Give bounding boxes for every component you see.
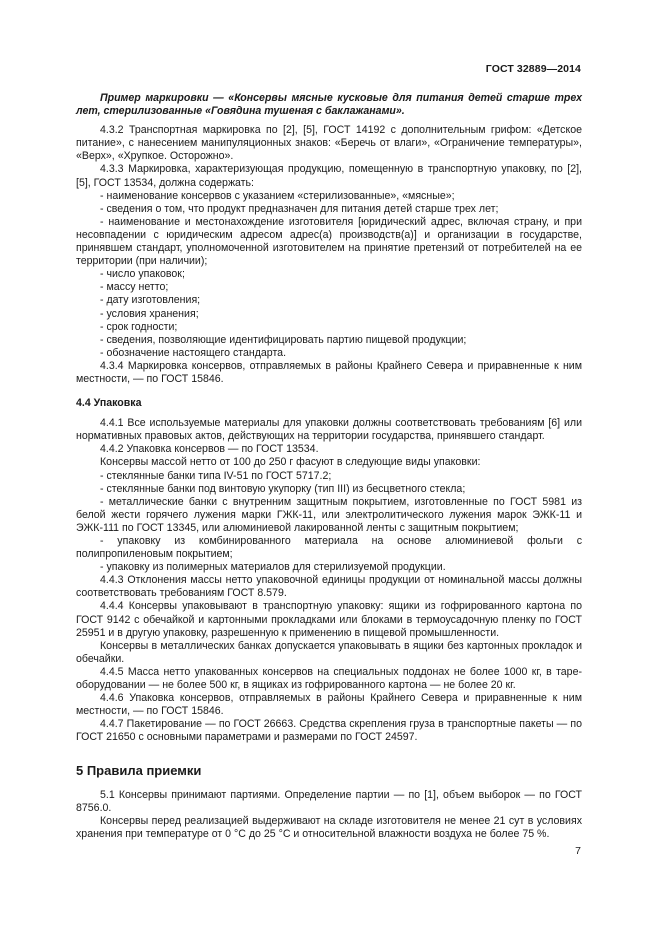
paragraph: 4.4.6 Упаковка консервов, отправляемых в районы Крайнего Севера и приравненные к ним местности, — по ГОСТ 15846. — [76, 692, 582, 718]
paragraph: 4.4.4 Консервы упаковывают в транспортную упаковку: ящики из гофрированного картона по ГОСТ 9142 с обечайкой и картонными прокладками или блоками в термоусадочную пленку по ГОСТ 25951 и в другую упаковку, разрешенную к применению в пищевой промышленности. — [76, 600, 582, 639]
page-number: 7 — [575, 845, 581, 857]
paragraph: 4.3.2 Транспортная маркировка по [2], [5], ГОСТ 14192 с дополнительным грифом: «Детское питание», с нанесением манипуляционных знаков: «Беречь от влаги», «Ограничение температуры», «Верх», «Хрупкое. Осторожно». — [76, 124, 582, 163]
list-item: - обозначение настоящего стандарта. — [100, 346, 287, 359]
paragraph: 4.4.1 Все используемые материалы для упаковки должны соответствовать требованиям [6] или нормативных правовых актов, действующих на территории государства, принявшего стандарт. — [76, 417, 582, 443]
list-item: - металлические банки с внутренним защитным покрытием, изготовленные по ГОСТ 5981 из белой жести горячего лужения марки ГЖК-11, или электролитического лужения марок ЭЖК-11 и ЭЖК-111 по ГОСТ 13345, или алюминиевой лакированной ленты с защитным покрытием; — [76, 495, 582, 534]
list-item: - наименование консервов с указанием «стерилизованные», «мясные»; — [100, 189, 455, 202]
document-body — [76, 92, 582, 841]
list-item: - число упаковок; — [100, 268, 185, 281]
paragraph: 4.3.3 Маркировка, характеризующая продукцию, помещенную в транспортную упаковку, по [2], [5], ГОСТ 13534, должна содержать: — [76, 163, 582, 189]
paragraph: 4.4.7 Пакетирование — по ГОСТ 26663. Средства скрепления груза в транспортные пакеты — по ГОСТ 21650 с основными параметрами и размерами по ГОСТ 24597. — [76, 718, 582, 744]
list-item: - наименование и местонахождение изготовителя [юридический адрес, включая страну, и при несовпадении с юридическим адресом адрес(а) производств(а)] и организации в государстве, принявшем стандарт, уполномоченной изготовителем на принятие претензий от потребителей на ее территории (при наличии); — [76, 215, 582, 268]
list-item: - условия хранения; — [100, 307, 199, 320]
list-item: - стеклянные банки типа IV-51 по ГОСТ 5717.2; — [100, 469, 332, 482]
list-item: - сведения, позволяющие идентифицировать партию пищевой продукции; — [100, 333, 467, 346]
list-item: - срок годности; — [100, 320, 178, 333]
section-heading-4-4: 4.4 Упаковка — [76, 397, 142, 410]
list-item: - массу нетто; — [100, 281, 169, 294]
list-item: - упаковку из полимерных материалов для стерилизуемой продукции. — [100, 561, 446, 574]
paragraph: 4.4.5 Масса нетто упакованных консервов на специальных поддонах не более 1000 кг, в таре-оборудовании — не более 500 кг, в ящиках из гофрированного картона — не более 20 кг. — [76, 665, 582, 692]
paragraph: 4.4.3 Отклонения массы нетто упаковочной единицы продукции от номинальной массы должны соответствовать требованиям ГОСТ 8.579. — [76, 574, 582, 600]
paragraph: Консервы в металлических банках допускается упаковывать в ящики без картонных прокладок и обечайки. — [76, 639, 582, 665]
list-item: - стеклянные банки под винтовую укупорку (тип III) из бесцветного стекла; — [100, 482, 466, 495]
list-item: - дату изготовления; — [100, 294, 201, 307]
list-item: - упаковку из комбинированного материала на основе алюминиевой фольги с полипропиленовым покрытием; — [76, 535, 582, 561]
paragraph: 4.4.2 Упаковка консервов — по ГОСТ 13534. — [100, 443, 319, 456]
paragraph: Консервы перед реализацией выдерживают на складе изготовителя не менее 21 сут в условиях хранения при температуре от 0 °С до 25 °С и относительной влажности воздуха не более 75 %. — [76, 814, 582, 840]
list-item: - сведения о том, что продукт предназначен для питания детей старше трех лет; — [100, 202, 499, 215]
section-heading-5: 5 Правила приемки — [76, 762, 202, 778]
paragraph: Консервы массой нетто от 100 до 250 г фасуют в следующие виды упаковки: — [100, 456, 481, 469]
marking-example: Пример маркировки — «Консервы мясные кусковые для питания детей старше трех лет, стерилизованные «Говядина тушеная с баклажанами». — [76, 92, 582, 118]
paragraph: 5.1 Консервы принимают партиями. Определение партии — по [1], объем выборок — по ГОСТ 8756.0. — [76, 788, 582, 814]
document-header: ГОСТ 32889—2014 — [485, 63, 581, 75]
paragraph: 4.3.4 Маркировка консервов, отправляемых в районы Крайнего Севера и приравненные к ним местности, — по ГОСТ 15846. — [76, 359, 582, 385]
